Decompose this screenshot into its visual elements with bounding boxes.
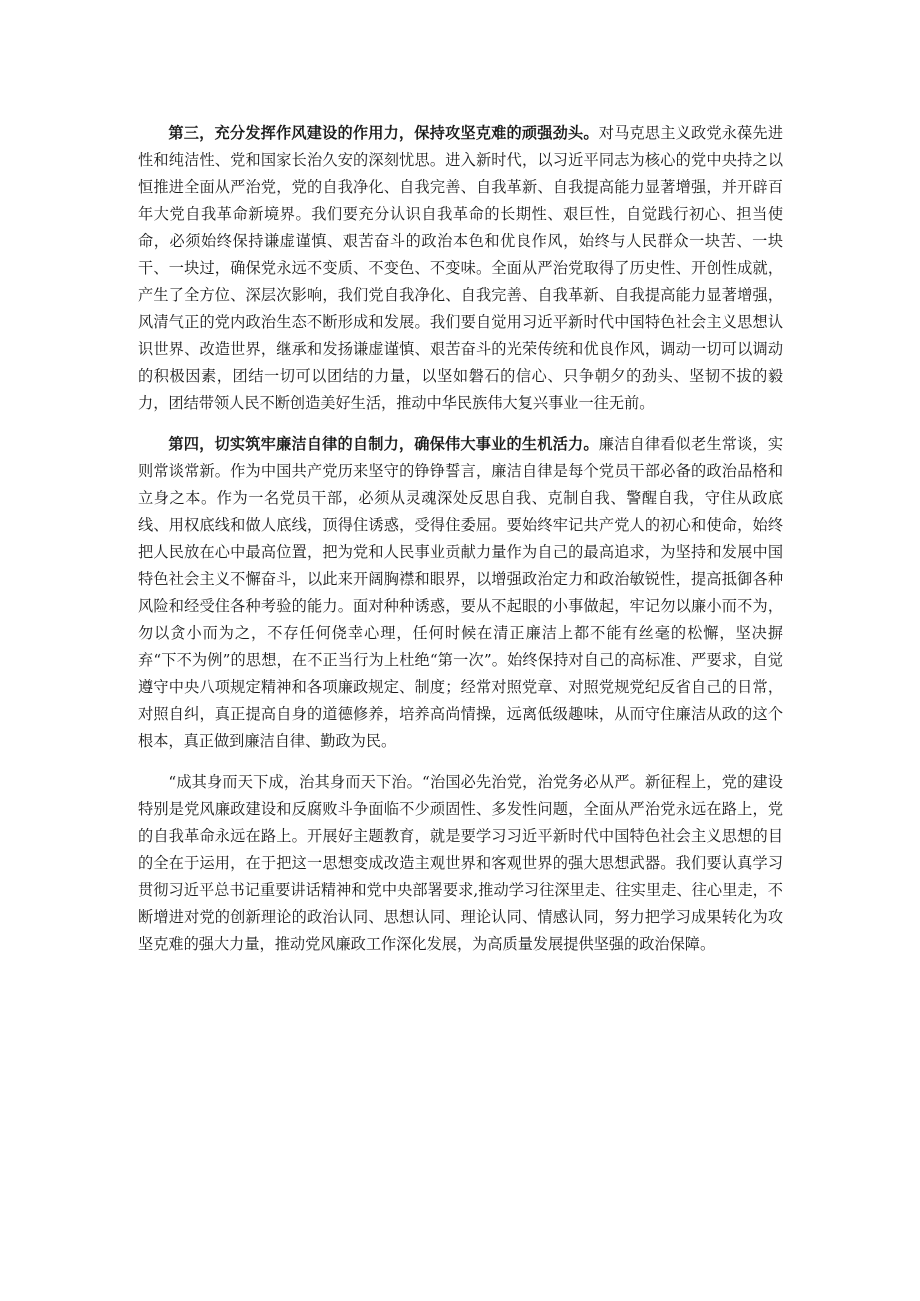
paragraph-body-text: “成其身而天下成，治其身而天下治。“治国必先治党，治党务必从严。新征程上，党的建设特别是党风廉政建设和反腐败斗争面临不少顽固性、多发性问题，全面从严治党永远在路上，党的自我革命永远在路上。开展好主题教育，就是要学习习近平新时代中国特色社会主义思想的目的全在于运用，在于把这一思想变成改造主观世界和客观世界的强大思想武器。我们要认真学习贯彻习近平总书记重要讲话精神和党中央部署要求,推动学习往深里走、往实里走、往心里走，不断增进对党的创新理论的政治认同、思想认同、理论认同、情感认同，努力把学习成果转化为攻坚克难的强大力量，推动党风廉政工作深化发展，为高质量发展提供坚强的政治保障。 [138, 773, 783, 953]
paragraph-fourth-point [138, 431, 783, 755]
paragraph-third-point [138, 120, 783, 417]
paragraph-lead-heading: 第三，充分发挥作风建设的作用力，保持攻坚克难的顽强劲头。 [168, 124, 599, 142]
paragraph-body-text: 廉洁自律看似老生常谈，实则常谈常新。作为中国共产党历来坚守的铮铮誓言，廉洁自律是每个党员干部必备的政治品格和立身之本。作为一名党员干部，必须从灵魂深处反思自我、克制自我、警醒自我，守住从政底线、用权底线和做人底线，顶得住诱惑，受得住委屈。要始终牢记共产党人的初心和使命，始终把人民放在心中最高位置，把为党和人民事业贡献力量作为自己的最高追求，为坚持和发展中国特色社会主义不懈奋斗，以此来开阔胸襟和眼界，以增强政治定力和政治敏锐性，提高抵御各种风险和经受住各种考验的能力。面对种种诱惑，要从不起眼的小事做起，牢记勿以廉小而不为，勿以贪小而为之，不存任何侥幸心理，任何时候在清正廉洁上都不能有丝毫的松懈，坚决摒弃“下不为例”的思想，在不正当行为上杜绝“第一次”。始终保持对自己的高标准、严要求，自觉遵守中央八项规定精神和各项廉政规定、制度；经常对照党章、对照党规党纪反省自己的日常，对照自纠，真正提高自身的道德修养，培养高尚情操，远离低级趣味，从而守住廉洁从政的这个根本，真正做到廉洁自律、勤政为民。 [138, 435, 784, 750]
paragraph-body-text: 对马克思主义政党永葆先进性和纯洁性、党和国家长治久安的深刻忧思。进入新时代，以习近平同志为核心的党中央持之以恒推进全面从严治党，党的自我净化、自我完善、自我革新、自我提高能力显著增强，并开辟百年大党自我革命新境界。我们要充分认识自我革命的长期性、艰巨性，自觉践行初心、担当使命，必须始终保持谦虚谨慎、艰苦奋斗的政治本色和优良作风，始终与人民群众一块苦、一块干、一块过，确保党永远不变质、不变色、不变味。全面从严治党取得了历史性、开创性成就，产生了全方位、深层次影响，我们党自我净化、自我完善、自我革新、自我提高能力显著增强，风清气正的党内政治生态不断形成和发展。我们要自觉用习近平新时代中国特色社会主义思想认识世界、改造世界，继承和发扬谦虚谨慎、艰苦奋斗的光荣传统和优良作风，调动一切可以调动的积极因素，团结一切可以团结的力量，以坚如磐石的信心、只争朝夕的劲头、坚韧不拔的毅力，团结带领人民不断创造美好生活，推动中华民族伟大复兴事业一往无前。 [138, 124, 784, 412]
paragraph-conclusion [138, 769, 783, 958]
paragraph-lead-heading: 第四，切实筑牢廉洁自律的自制力，确保伟大事业的生机活力。 [168, 435, 599, 453]
document-page [138, 120, 783, 972]
